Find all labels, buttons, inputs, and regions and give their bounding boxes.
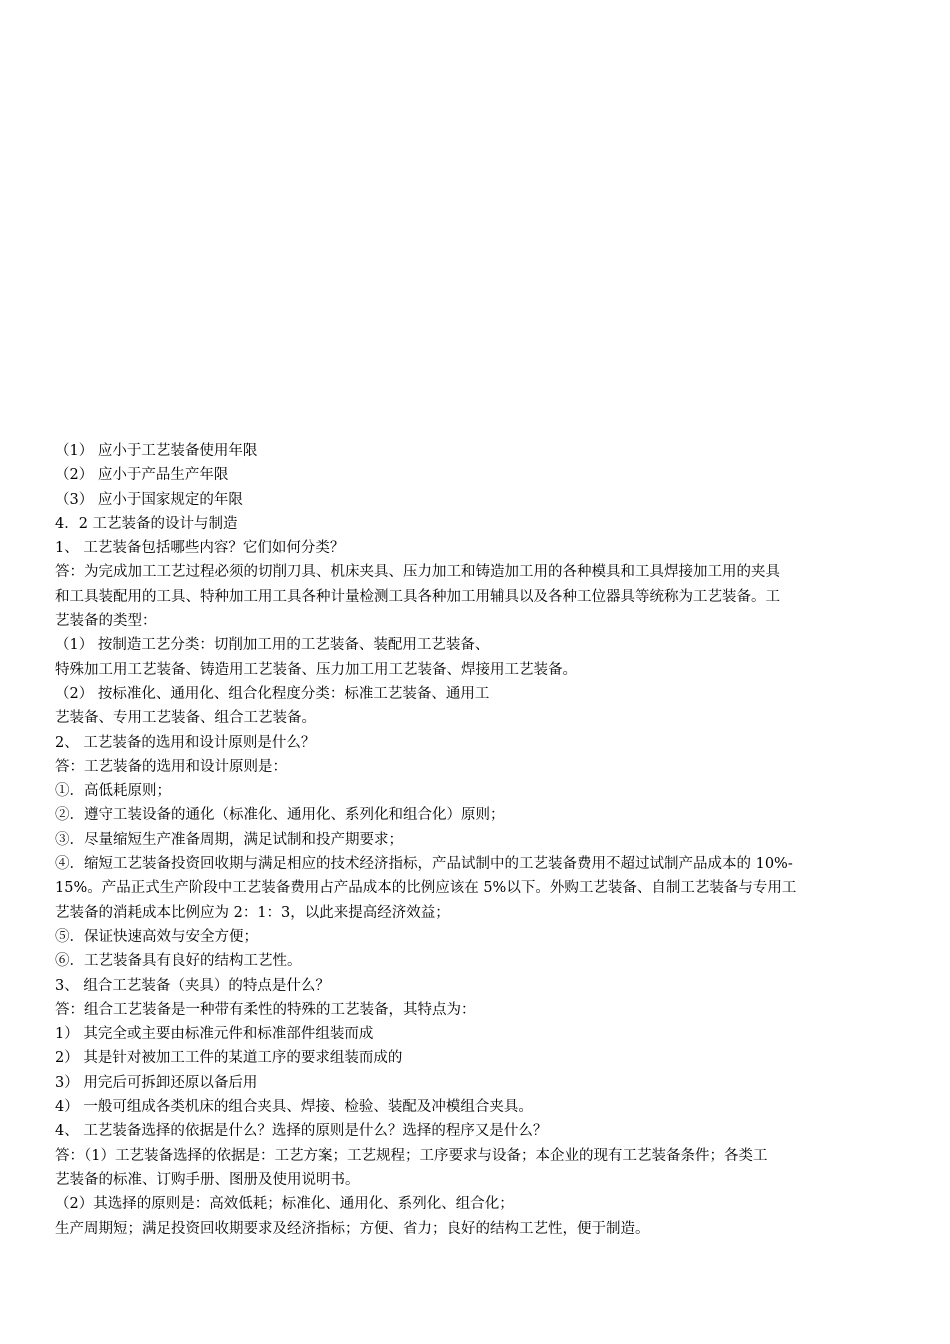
answer-line: （1） 按制造工艺分类：切削加工用的工艺装备、装配用工艺装备、 bbox=[55, 637, 490, 654]
principle-item: 15%。产品正式生产阶段中工艺装备费用占产品成本的比例应该在 5%以下。外购工艺装备、自制工艺装备与专用工 bbox=[55, 880, 797, 897]
section-heading: 4．2 工艺装备的设计与制造 bbox=[55, 515, 238, 532]
question-4: 4、 工艺装备选择的依据是什么？选择的原则是什么？选择的程序又是什么？ bbox=[55, 1123, 548, 1140]
document-body bbox=[55, 439, 900, 1241]
question-2: 2、 工艺装备的选用和设计原则是什么？ bbox=[55, 734, 316, 751]
answer-line: 答：（1）工艺装备选择的依据是：工艺方案；工艺规程；工序要求与设备；本企业的现有工艺装备条件；各类工 bbox=[55, 1147, 768, 1164]
feature-item: 4） 一般可组成各类机床的组合夹具、焊接、检验、装配及冲模组合夹具。 bbox=[55, 1099, 533, 1116]
answer-line: 艺装备的标准、订购手册、图册及使用说明书。 bbox=[55, 1171, 360, 1188]
answer-line: 特殊加工用工艺装备、铸造用工艺装备、压力加工用工艺装备、焊接用工艺装备。 bbox=[55, 661, 577, 678]
answer-line: 生产周期短；满足投资回收期要求及经济指标；方便、省力；良好的结构工艺性，便于制造。 bbox=[55, 1220, 650, 1237]
feature-item: 3） 用完后可拆卸还原以备后用 bbox=[55, 1074, 258, 1091]
question-3: 3、 组合工艺装备（夹具）的特点是什么？ bbox=[55, 977, 330, 994]
answer-line: 答：工艺装备的选用和设计原则是： bbox=[55, 758, 287, 775]
answer-line: （2）其选择的原则是：高效低耗；标准化、通用化、系列化、组合化； bbox=[55, 1196, 514, 1213]
answer-line: 答：为完成加工工艺过程必须的切削刀具、机床夹具、压力加工和铸造加工用的各种模具和工具焊接加工用的夹具 bbox=[55, 564, 780, 581]
principle-item: ③．尽量缩短生产准备周期，满足试制和投产期要求； bbox=[55, 831, 403, 848]
question-1: 1、 工艺装备包括哪些内容？它们如何分类？ bbox=[55, 540, 345, 557]
principle-item: 艺装备的消耗成本比例应为 2：1：3，以此来提高经济效益； bbox=[55, 904, 450, 921]
principle-item: ④．缩短工艺装备投资回收期与满足相应的技术经济指标，产品试制中的工艺装备费用不超过试制产品成本的 10%- bbox=[55, 856, 793, 873]
answer-line: 艺装备的类型： bbox=[55, 613, 157, 630]
feature-item: 2） 其是针对被加工工件的某道工序的要求组装而成的 bbox=[55, 1050, 403, 1067]
feature-item: 1） 其完全或主要由标准元件和标准部件组装而成 bbox=[55, 1026, 374, 1043]
principle-item: ⑥．工艺装备具有良好的结构工艺性。 bbox=[55, 953, 302, 970]
answer-line: 和工具装配用的工具、特种加工用工具各种计量检测工具各种加工用辅具以及各种工位器具等统称为工艺装备。工 bbox=[55, 588, 780, 605]
answer-line: 艺装备、专用工艺装备、组合工艺装备。 bbox=[55, 710, 316, 727]
list-item-2: （2） 应小于产品生产年限 bbox=[55, 467, 229, 484]
answer-line: 答：组合工艺装备是一种带有柔性的特殊的工艺装备，其特点为： bbox=[55, 1001, 476, 1018]
principle-item: ②．遵守工装设备的通化（标准化、通用化、系列化和组合化）原则； bbox=[55, 807, 505, 824]
principle-item: ⑤．保证快速高效与安全方便； bbox=[55, 928, 258, 945]
answer-line: （2） 按标准化、通用化、组合化程度分类：标准工艺装备、通用工 bbox=[55, 685, 490, 702]
list-item-3: （3） 应小于国家规定的年限 bbox=[55, 491, 243, 508]
principle-item: ①．高低耗原则； bbox=[55, 783, 171, 800]
list-item-1: （1） 应小于工艺装备使用年限 bbox=[55, 443, 258, 459]
